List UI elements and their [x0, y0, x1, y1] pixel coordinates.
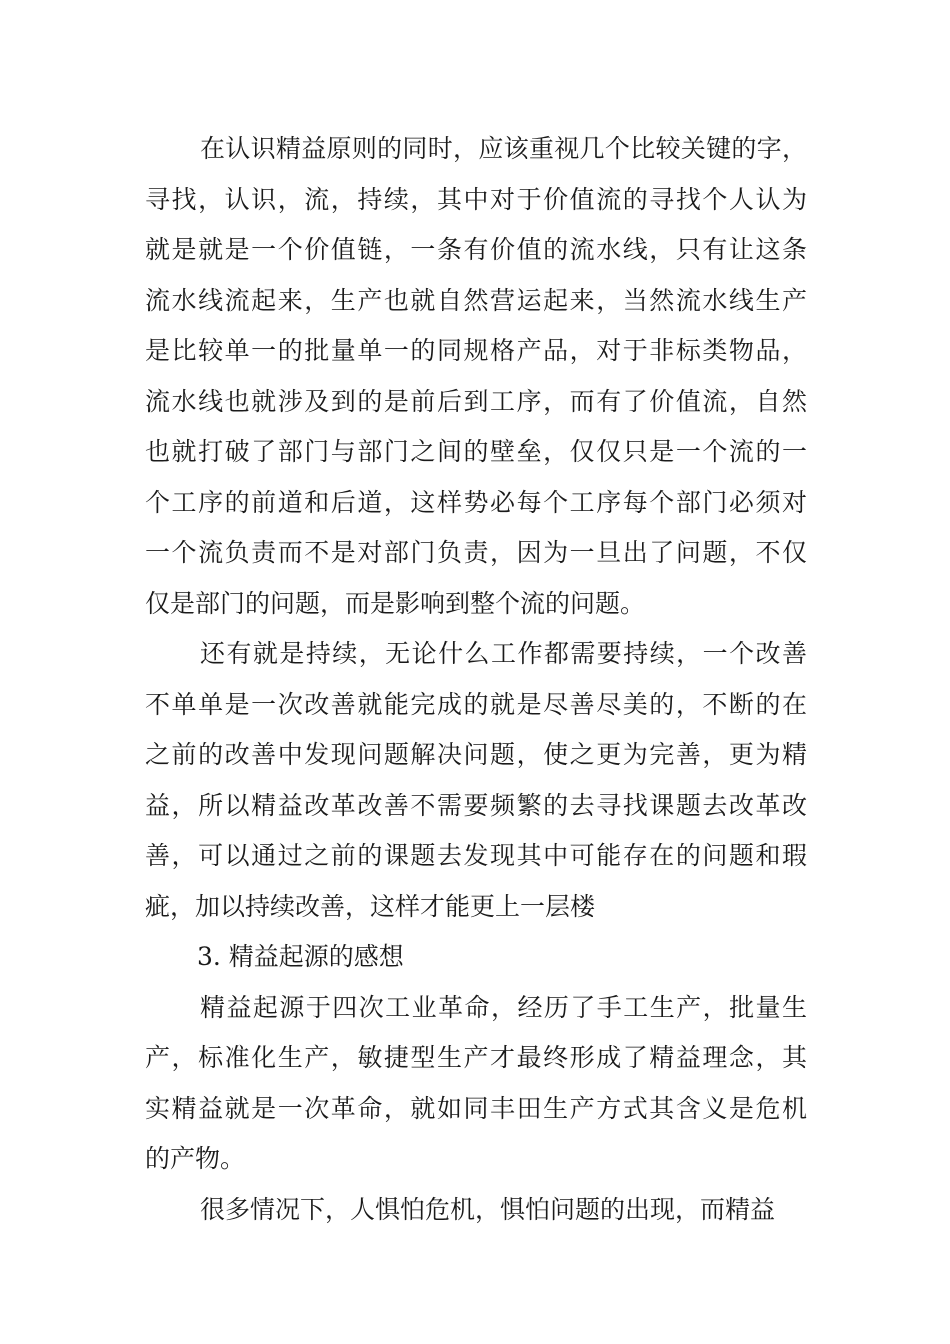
text-line: 也就打破了部门与部门之间的壁垒，仅仅只是一个流的一	[145, 437, 807, 466]
text-line: 善，可以通过之前的课题去发现其中可能存在的问题和瑕	[145, 841, 807, 870]
paragraph-lean-origin	[145, 983, 807, 1185]
text-line: 产，标准化生产，敏捷型生产才最终形成了精益理念，其	[145, 1043, 807, 1072]
text-line: 不单单是一次改善就能完成的就是尽善尽美的，不断的在	[145, 689, 807, 719]
section-heading-text: 3. 精益起源的感想	[197, 942, 404, 971]
text-line: 的产物。	[145, 1144, 246, 1173]
text-line: 是比较单一的批量单一的同规格产品，对于非标类物品，	[145, 336, 807, 365]
text-line: 实精益就是一次革命，就如同丰田生产方式其含义是危机	[145, 1093, 807, 1123]
text-line: 在认识精益原则的同时，应该重视几个比较关键的字，	[200, 134, 807, 163]
text-line: 之前的改善中发现问题解决问题，使之更为完善，更为精	[145, 740, 807, 769]
section-heading	[145, 932, 807, 983]
text-line: 精益起源于四次工业革命，经历了手工生产，批量生	[200, 992, 807, 1022]
paragraph-value-stream	[145, 124, 807, 629]
text-line: 流水线流起来，生产也就自然营运起来，当然流水线生产	[145, 285, 807, 315]
text-line: 疵，加以持续改善，这样才能更上一层楼	[145, 891, 596, 921]
document-page	[145, 124, 807, 1235]
paragraph-crisis	[145, 1185, 807, 1236]
text-line: 仅是部门的问题，而是影响到整个流的问题。	[145, 588, 646, 618]
text-line: 一个流负责而不是对部门负责，因为一旦出了问题，不仅	[145, 538, 807, 567]
paragraph-continuous-improvement	[145, 629, 807, 932]
text-line: 很多情况下，人惧怕危机，惧怕问题的出现，而精益	[200, 1194, 776, 1224]
text-line: 就是就是一个价值链，一条有价值的流水线，只有让这条	[145, 235, 807, 264]
text-line: 还有就是持续，无论什么工作都需要持续，一个改善	[200, 639, 807, 668]
text-line: 个工序的前道和后道，这样势必每个工序每个部门必须对	[145, 487, 807, 517]
text-line: 益，所以精益改革改善不需要频繁的去寻找课题去改革改	[145, 790, 807, 820]
text-line: 流水线也就涉及到的是前后到工序，而有了价值流，自然	[145, 386, 807, 416]
text-line: 寻找，认识，流，持续，其中对于价值流的寻找个人认为	[145, 184, 807, 214]
